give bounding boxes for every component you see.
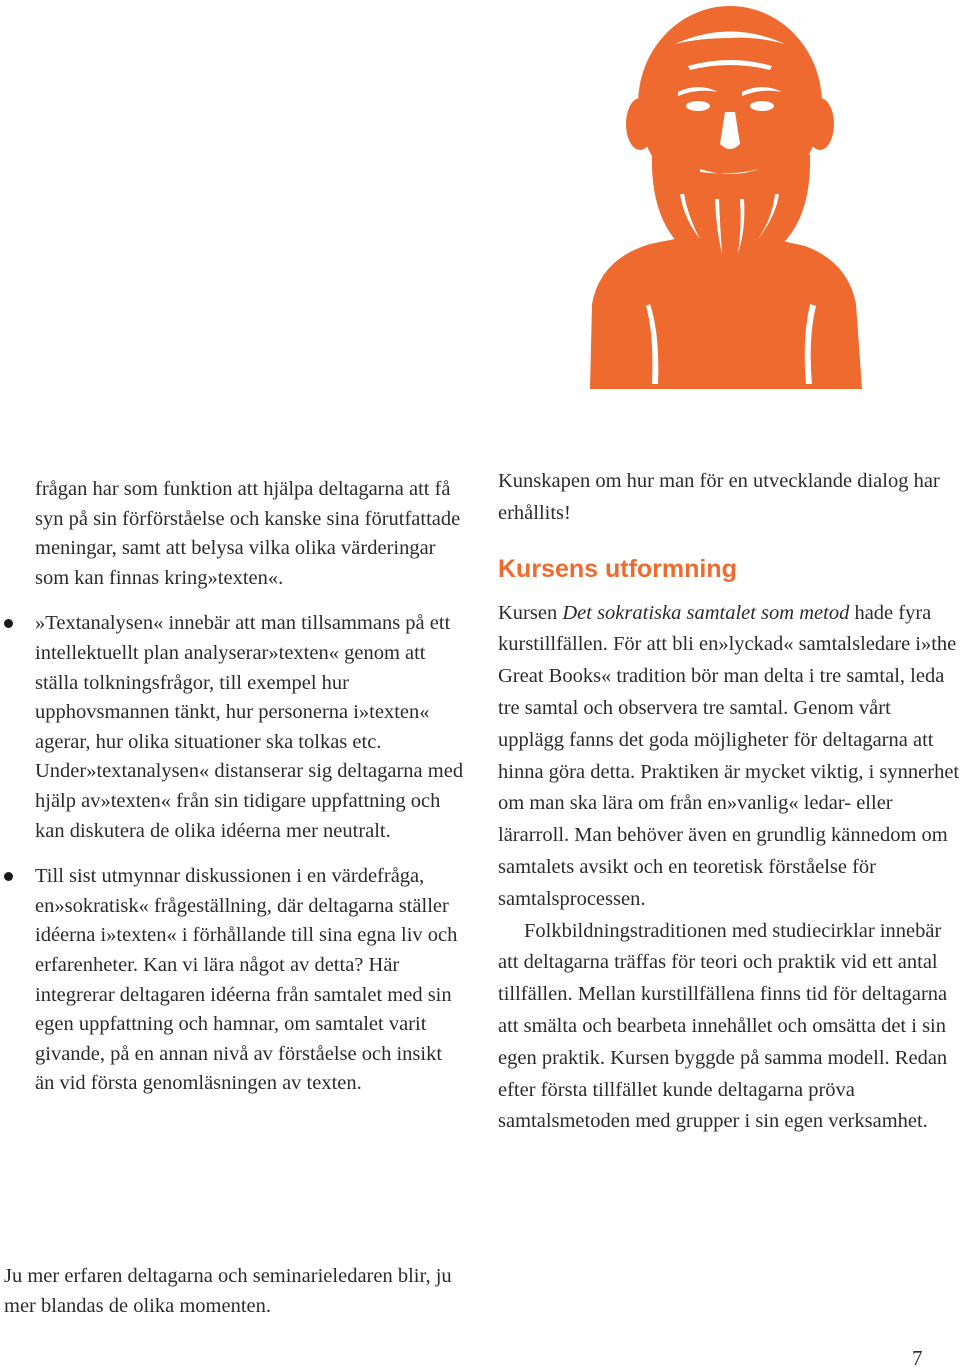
right-intro-paragraph: Kunskapen om hur man för en utvecklande dialog har erhållits! — [498, 470, 940, 524]
left-intro-paragraph: frågan har som funktion att hjälpa deltagarna att få syn på sin förförståelse och kanske sina förutfattade meningar, samt att belysa vilka olika värderingar som kan finnas kring»texten«. — [35, 478, 461, 589]
page-number: 7 — [912, 1346, 923, 1370]
bullet-icon — [4, 619, 13, 628]
course-text-after: hade fyra kurstillfällen. För att bli en»lyckad« samtalsledare i»the Great Books« tradition bör man delta i tre samtal, leda tre samtal och observera tre samtal. Genom vårt upplägg fanns det goda möjligheter för deltagarna att hinna göra detta. Praktiken är mycket viktig, i synnerhet om man ska lära om från en»vanlig« ledar- eller lärarroll. Man behöver även en grundlig kännedom om samtalets avsikt och en teoretisk förståelse för samtalsprocessen. — [498, 601, 960, 910]
tradition-paragraph: Folkbildningstraditionen med studiecirklar innebär att deltagarna träffas för teori och praktik vid ett antal tillfällen. Mellan kurstillfällena finns tid för deltagarna att smälta och bearbeta innehållet och omsätta det i sin egen praktik. Kursen byggde på samma modell. Redan efter första tillfället kunde deltagarna pröva samtalsmetoden med grupper i sin egen verksamhet. — [498, 919, 948, 1133]
bullet-text: Till sist utmynnar diskussionen i en värdefråga, en»sokratisk« frågeställning, där deltagarna ställer idéerna i»texten« i förhållande till sina egna liv och erfarenheter. Kan vi lära något av detta? Här integrerar deltagaren idéerna från samtalet med sin egen uppfattning och hamnar, om samtalet varit givande, på en annan nivå av förståelse och insikt än vid första genomläsningen av texten. — [35, 865, 458, 1095]
course-paragraph — [498, 598, 960, 916]
bullet-item-textanalys — [35, 609, 465, 846]
left-column — [35, 475, 465, 1099]
bullet-item-vardefraga — [35, 862, 465, 1099]
section-heading: Kursens utformning — [498, 554, 737, 583]
course-text-before: Kursen — [498, 601, 563, 624]
closing-paragraph: Ju mer erfaren deltagarna och seminarieledaren blir, ju mer blandas de olika momenten. — [4, 1265, 452, 1317]
course-title: Det sokratiska samtalet som metod — [562, 601, 850, 624]
socrates-bust-illustration — [580, 4, 870, 389]
bullet-text: »Textanalysen« innebär att man tillsammans på ett intellektuellt plan analyserar»texten« genom att ställa tolkningsfrågor, till exempel hur upphovsmannen tänkt, hur personerna i»texten« agerar, hur olika situationer ska tolkas etc. Under»textanalysen« distanserar sig deltagarna med hjälp av»texten« från sin tidigare uppfattning och kan diskutera de olika idéerna mer neutralt. — [35, 612, 464, 842]
bullet-icon — [4, 872, 13, 881]
right-column — [498, 466, 960, 1138]
